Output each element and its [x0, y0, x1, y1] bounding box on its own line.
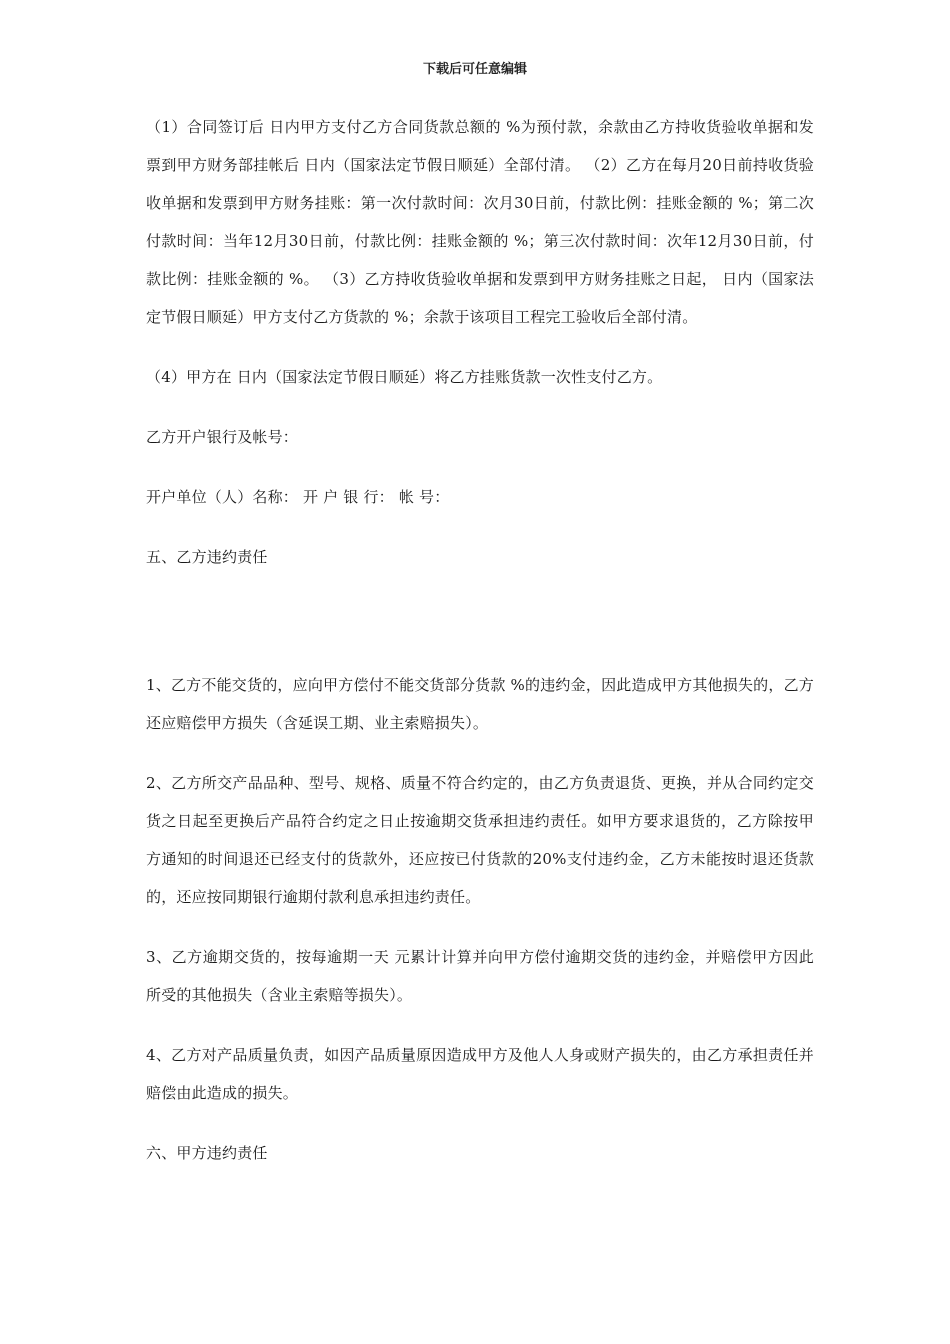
payment-terms-paragraph: （1）合同签订后 日内甲方支付乙方合同货款总额的 %为预付款，余款由乙方持收货验收单据和发票到甲方财务部挂帐后 日内（国家法定节假日顺延）全部付清。 （2）乙方在每月20日前持收货验收单据和发票到甲方财务挂账：第一次付款时间：次月30日前，付款比例：挂账金额的 %；第二次付款时间：当年12月30日前，付款比例：挂账金额的 %；第三次付款时间：次年12月30日前，付款比例：挂账金额的 %。 （3）乙方持收货验收单据和发票到甲方财务挂账之日起， 日内（国家法定节假日顺延）甲方支付乙方货款的 %；余款于该项目工程完工验收后全部付清。: [146, 118, 814, 326]
document-body: [146, 108, 814, 1172]
section-5-item-1: 1、乙方不能交货的，应向甲方偿付不能交货部分货款 %的违约金，因此造成甲方其他损失的，乙方还应赔偿甲方损失（含延误工期、业主索赔损失）。: [146, 676, 814, 732]
section-5-item-4: 4、乙方对产品质量负责，如因产品质量原因造成甲方及他人人身或财产损失的，由乙方承担责任并赔偿由此造成的损失。: [146, 1046, 814, 1102]
bank-account-heading: 乙方开户银行及帐号：: [146, 428, 299, 446]
section-6-title: 六、甲方违约责任: [146, 1144, 268, 1162]
bank-account-fields: 开户单位（人）名称： 开 户 银 行： 帐 号：: [146, 488, 450, 506]
page-header: 下载后可任意编辑: [422, 62, 527, 77]
section-5-item-2: 2、乙方所交产品品种、型号、规格、质量不符合约定的，由乙方负责退货、更换，并从合同约定交货之日起至更换后产品符合约定之日止按逾期交货承担违约责任。如甲方要求退货的，乙方除按甲方通知的时间退还已经支付的货款外，还应按已付货款的20%支付违约金，乙方未能按时退还货款的，还应按同期银行逾期付款利息承担违约责任。: [146, 774, 814, 906]
lump-sum-payment-paragraph: （4）甲方在 日内（国家法定节假日顺延）将乙方挂账货款一次性支付乙方。: [146, 368, 663, 386]
section-5-item-3: 3、乙方逾期交货的，按每逾期一天 元累计计算并向甲方偿付逾期交货的违约金，并赔偿甲方因此所受的其他损失（含业主索赔等损失）。: [146, 948, 814, 1004]
section-5-title: 五、乙方违约责任: [146, 548, 268, 566]
